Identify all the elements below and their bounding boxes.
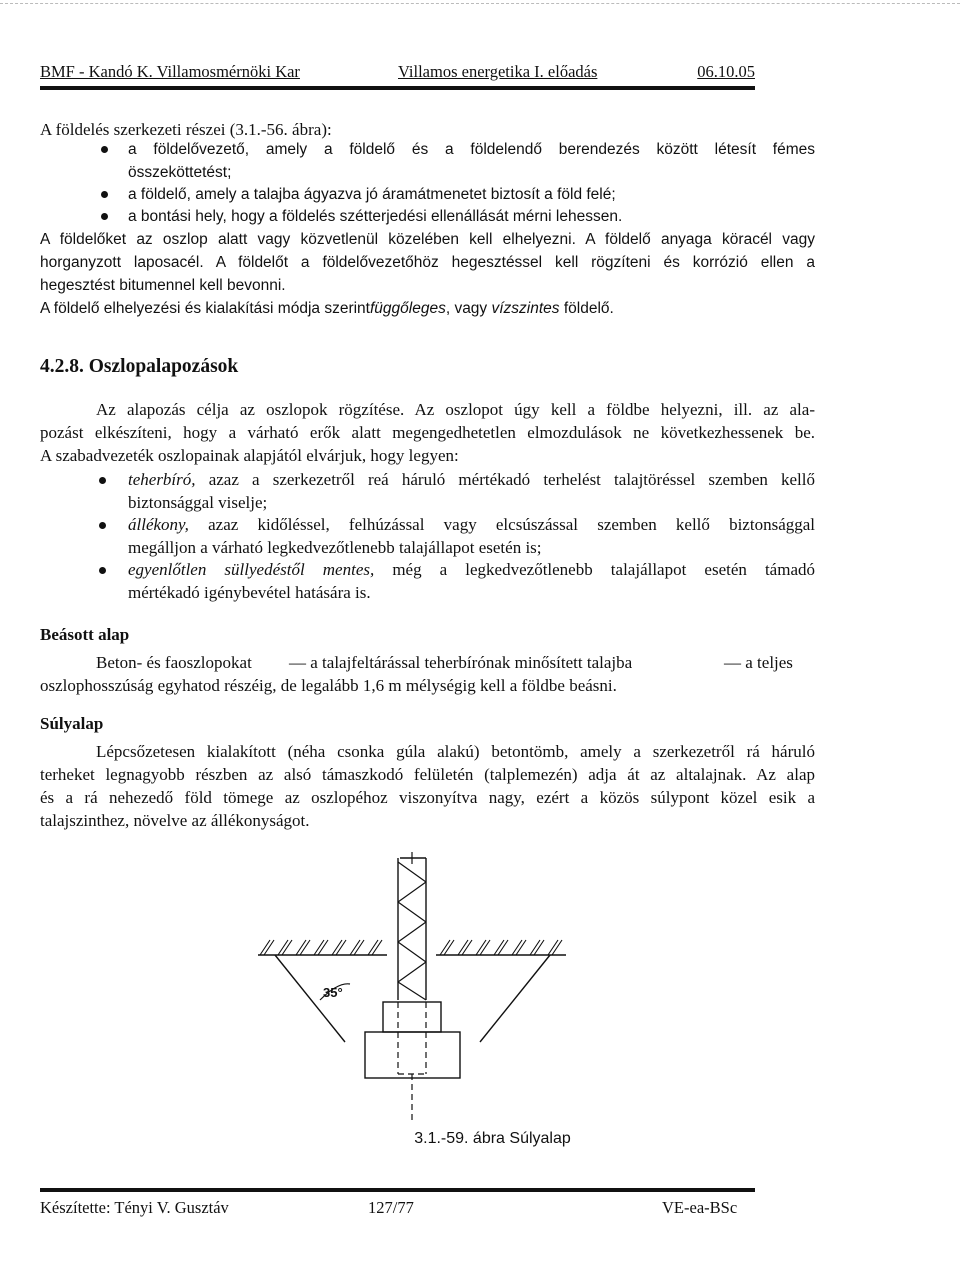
- requirement-1: [128, 469, 815, 491]
- foundation-base-block: [365, 1032, 460, 1078]
- section-heading: [40, 356, 238, 378]
- header-institution: BMF - Kandó K. Villamosmérnöki Kar: [40, 62, 300, 81]
- grounding-para-2: [40, 298, 614, 320]
- requirement-3-cont: mértékadó igénybevétel hatására is.: [128, 583, 371, 602]
- para-2-text-c: , vagy: [445, 300, 488, 317]
- beasott-line-2: oszlophosszúság egyhatod részéig, de legalább 1,6 m mélységig kell a földbe beásni.: [40, 676, 617, 695]
- foundation-drawing: [258, 852, 566, 1120]
- section-p1-line-2: pozást elkészíteni, hogy a várható erők alatt megengedhetetlen elmozdulások ne következhessenek be.: [40, 423, 815, 442]
- beasott-line-1-a: Beton- és faoszlopokat: [96, 653, 252, 672]
- bullet-dot: [99, 567, 106, 574]
- embedded-legs: [398, 1002, 426, 1120]
- requirement-3: [128, 559, 815, 581]
- header-course: Villamos energetika I. előadás: [398, 62, 598, 81]
- grounding-bullet-2: a földelő, amely a talajba ágyazva jó áramátmenetet biztosít a föld felé;: [128, 186, 616, 203]
- grounding-para-1-line-3: hegesztést bitumennel kell bevonni.: [40, 277, 286, 294]
- grounding-para-1-line-1: A földelőket az oszlop alatt vagy közvetlenül közelében kell elhelyezni. A földelő anyaga köracél vagy: [40, 231, 815, 248]
- bullet-dot: [99, 477, 106, 484]
- bullet-dot: [101, 191, 108, 198]
- section-p1-line-3: A szabadvezeték oszlopainak alapjától elvárjuk, hogy legyen:: [40, 446, 459, 465]
- para-2-term-vertical: függőleges: [369, 300, 446, 317]
- bullet-dot: [99, 522, 106, 529]
- section-title: Oszlopalapozások: [88, 356, 239, 377]
- grounding-para-1-line-2: horganyzott laposacél. A földelőt a földelővezetőhöz hegesztéssel kell rögzíteni és korrózió ellen a: [40, 254, 815, 271]
- page-header: [40, 62, 755, 88]
- angle-label: 35°: [323, 985, 343, 1000]
- figure-caption-text: 3.1.-59. ábra Súlyalap: [414, 1130, 571, 1147]
- sulyalap-line-4: talajszinthez, növelve az állékonyságot.: [40, 811, 310, 830]
- section-p1-line-1: Az alapozás célja az oszlopok rögzítése. Az oszlopot úgy kell a földbe helyezni, ill. az ala-: [96, 400, 815, 419]
- foundation-upper-block: [383, 1002, 441, 1032]
- beasott-line-1-b: — a talajfeltárással teherbírónak minősített talajba: [289, 653, 633, 672]
- grounding-bullet-3: a bontási hely, hogy a földelés szétterjedési ellenállását mérni lehessen.: [128, 208, 623, 225]
- requirement-1-cont: biztonsággal viselje;: [128, 493, 268, 512]
- requirement-1-text: azaz a szerkezetről reá háruló mértékadó terhelést talajtöréssel szemben kellő: [208, 470, 815, 489]
- figure-caption: [0, 1128, 960, 1150]
- sulyalap-line-1: Lépcsőzetesen kialakított (néha csonka gúla alakú) betontömb, amely a szerkezetről rá háruló: [96, 742, 815, 761]
- requirement-1-term: teherbíró,: [128, 470, 196, 489]
- bullet-dot: [101, 213, 108, 220]
- foundation-figure: [250, 852, 730, 1137]
- header-rule: [40, 86, 755, 90]
- requirement-2-cont: megálljon a várható legkedvezőtlenebb talajállapot esetén is;: [128, 538, 542, 557]
- page-top-rule: [0, 3, 960, 4]
- requirement-2-text: azaz kidőléssel, felhúzással vagy elcsúszással szemben kellő biztonsággal: [208, 515, 816, 534]
- grounding-bullet-1-cont: összeköttetést;: [128, 164, 232, 181]
- para-2-text-e: földelő.: [563, 300, 614, 317]
- tower-bracing: [398, 862, 426, 1000]
- header-date: 06.10.05: [697, 62, 755, 81]
- footer-code: VE-ea-BSc: [662, 1198, 738, 1217]
- grounding-bullet-1: a földelővezető, amely a földelő és a földelendő berendezés között létesít fémes: [128, 141, 815, 158]
- requirement-3-term: egyenlőtlen süllyedéstől mentes,: [128, 560, 375, 579]
- bullet-dot: [101, 146, 108, 153]
- requirement-2-term: állékony,: [128, 515, 189, 534]
- footer-author: Készítette: Tényi V. Gusztáv: [40, 1198, 229, 1217]
- para-2-text-a: A földelő elhelyezési és kialakítási módja szerint: [40, 300, 370, 317]
- sulyalap-heading: Súlyalap: [40, 714, 104, 733]
- excavation-right-slope: [480, 955, 550, 1042]
- soil-hatch: [260, 940, 562, 955]
- grounding-intro: A földelés szerkezeti részei (3.1.-56. ábra):: [40, 120, 332, 139]
- requirement-3-text: még a legkedvezőtlenebb talajállapot esetén támadó: [392, 560, 815, 579]
- requirement-2: [128, 514, 815, 536]
- sulyalap-line-2: terheket legnagyobb részben az alsó támaszkodó felületén (talplemezén) adja át az altalajnak. Az alap: [40, 765, 815, 784]
- beasott-heading: Beásott alap: [40, 625, 130, 644]
- footer-page-number: 127/77: [368, 1198, 414, 1217]
- para-2-term-horizontal: vízszintes: [491, 300, 560, 317]
- beasott-line-1-c: — a teljes: [724, 653, 793, 672]
- sulyalap-line-3: és a rá nehezedő föld tömege az oszlopéhoz viszonyítva nagy, ezért a közös súlypont közel esik a: [40, 788, 815, 807]
- footer-rule: [40, 1188, 755, 1192]
- section-number: 4.2.8.: [40, 356, 84, 377]
